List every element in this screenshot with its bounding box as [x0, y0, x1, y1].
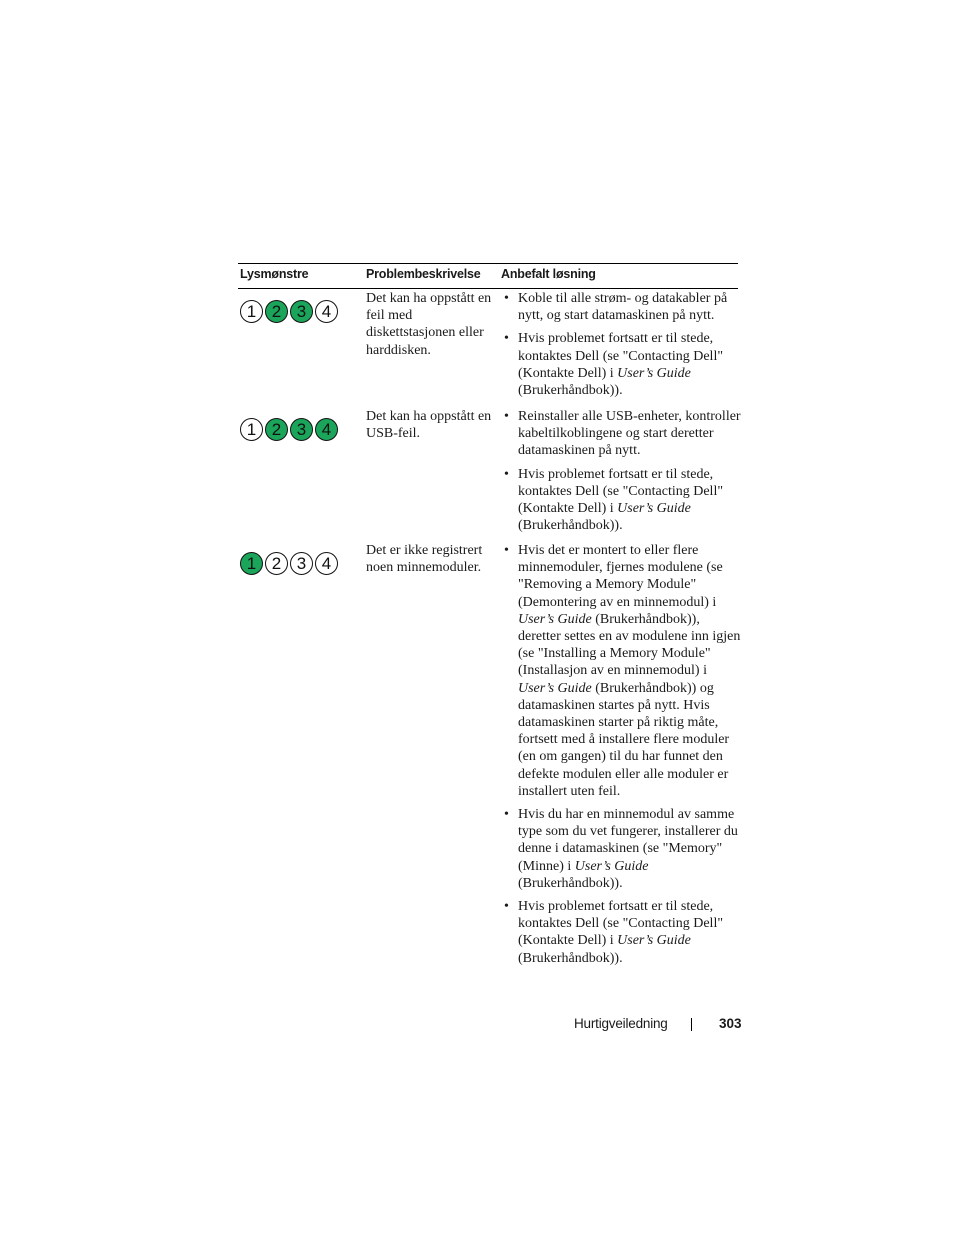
diagnostic-light-2-off: 2 — [265, 552, 288, 575]
solution-bullet — [504, 408, 744, 460]
guide-title: User’s Guide — [617, 365, 691, 381]
diagnostic-light-2-on: 2 — [265, 300, 288, 323]
diagnostic-light-4-on: 4 — [315, 418, 338, 441]
header-solution: Anbefalt løsning — [501, 267, 596, 281]
header-problem: Problembeskrivelse — [366, 267, 481, 281]
header-pattern: Lysmønstre — [240, 267, 309, 281]
diagnostic-light-3-on: 3 — [290, 418, 313, 441]
recommended-solution — [504, 408, 744, 540]
page-number: 303 — [719, 1016, 742, 1031]
diagnostic-light-4-off: 4 — [315, 552, 338, 575]
guide-title: User’s Guide — [617, 933, 691, 949]
problem-description: Det er ikke registrert noen minnemoduler. — [366, 543, 483, 576]
solution-text: (Brukerhåndbok)). — [518, 518, 623, 534]
solution-text: Hvis problemet fortsatt er til stede, kontaktes Dell (se "Contacting Dell" (Kontakte Dell) i — [518, 466, 724, 517]
solution-text: (Brukerhåndbok)), deretter settes en av modulene inn igjen (se "Installing a Memory Module" (Installasjon av en minnemodul) i — [518, 611, 741, 679]
bullet-marker: • — [504, 807, 509, 823]
table-top-rule — [238, 263, 738, 264]
recommended-solution — [504, 542, 744, 973]
footer-separator — [691, 1018, 692, 1031]
diagnostic-light-4-off: 4 — [315, 300, 338, 323]
diagnostic-light-3-off: 3 — [290, 552, 313, 575]
solution-bullet — [504, 466, 744, 535]
solution-text: (Brukerhåndbok)) og datamaskinen startes på nytt. Hvis datamaskinen starter på riktig måte, fortsett med å installere flere moduler (en om gangen) til du har funnet den defekte modulen eller alle moduler er installert uten feil. — [518, 680, 730, 799]
guide-title: User’s Guide — [518, 680, 592, 696]
solution-bullet — [504, 806, 744, 892]
problem-description: Det kan ha oppstått en USB-feil. — [366, 409, 492, 442]
guide-title: User’s Guide — [518, 611, 592, 627]
bullet-marker: • — [504, 466, 509, 482]
solution-text: (Brukerhåndbok)). — [518, 383, 623, 399]
diagnostic-light-2-on: 2 — [265, 418, 288, 441]
light-pattern — [240, 418, 338, 441]
guide-title: User’s Guide — [617, 501, 691, 517]
solution-text: Hvis det er montert to eller flere minnemoduler, fjernes modulene (se "Removing a Memory Module" (Demontering av en minnemodul) i — [518, 543, 723, 610]
solution-text: Hvis du har en minnemodul av samme type som du vet fungerer, installerer du denne i datamaskinen (se "Memory" (Minne) i — [518, 807, 738, 874]
footer-section-title: Hurtigveiledning — [574, 1016, 668, 1031]
solution-text: Koble til alle strøm- og datakabler på nytt, og start datamaskinen på nytt. — [518, 291, 728, 324]
light-pattern — [240, 552, 338, 575]
diagnostic-light-3-on: 3 — [290, 300, 313, 323]
bullet-marker: • — [504, 409, 509, 424]
header-rule — [238, 288, 738, 289]
solution-bullet — [504, 330, 744, 399]
solution-text: Hvis problemet fortsatt er til stede, kontaktes Dell (se "Contacting Dell" (Kontakte Dell) i — [518, 899, 724, 949]
problem-description: Det kan ha oppstått en feil med diskettstasjonen eller harddisken. — [366, 291, 492, 358]
diagnostic-light-1-on: 1 — [240, 552, 263, 575]
bullet-marker: • — [504, 291, 509, 306]
solution-text: Reinstaller alle USB-enheter, kontroller kabeltilkoblingene og start deretter datamaskinen på nytt. — [518, 409, 741, 459]
solution-bullet — [504, 542, 744, 800]
solution-text: Hvis problemet fortsatt er til stede, kontaktes Dell (se "Contacting Dell" (Kontakte Dell) i — [518, 331, 724, 381]
solution-text: (Brukerhåndbok)). — [518, 950, 623, 966]
bullet-marker: • — [504, 899, 509, 915]
bullet-marker: • — [504, 543, 509, 558]
solution-bullet — [504, 898, 744, 967]
guide-title: User’s Guide — [574, 858, 649, 874]
solution-bullet — [504, 290, 744, 324]
bullet-marker: • — [504, 331, 509, 347]
diagnostic-light-1-off: 1 — [240, 418, 263, 441]
recommended-solution — [504, 290, 744, 405]
diagnostic-light-1-off: 1 — [240, 300, 263, 323]
solution-text: (Brukerhåndbok)). — [518, 875, 623, 891]
light-pattern — [240, 300, 338, 323]
